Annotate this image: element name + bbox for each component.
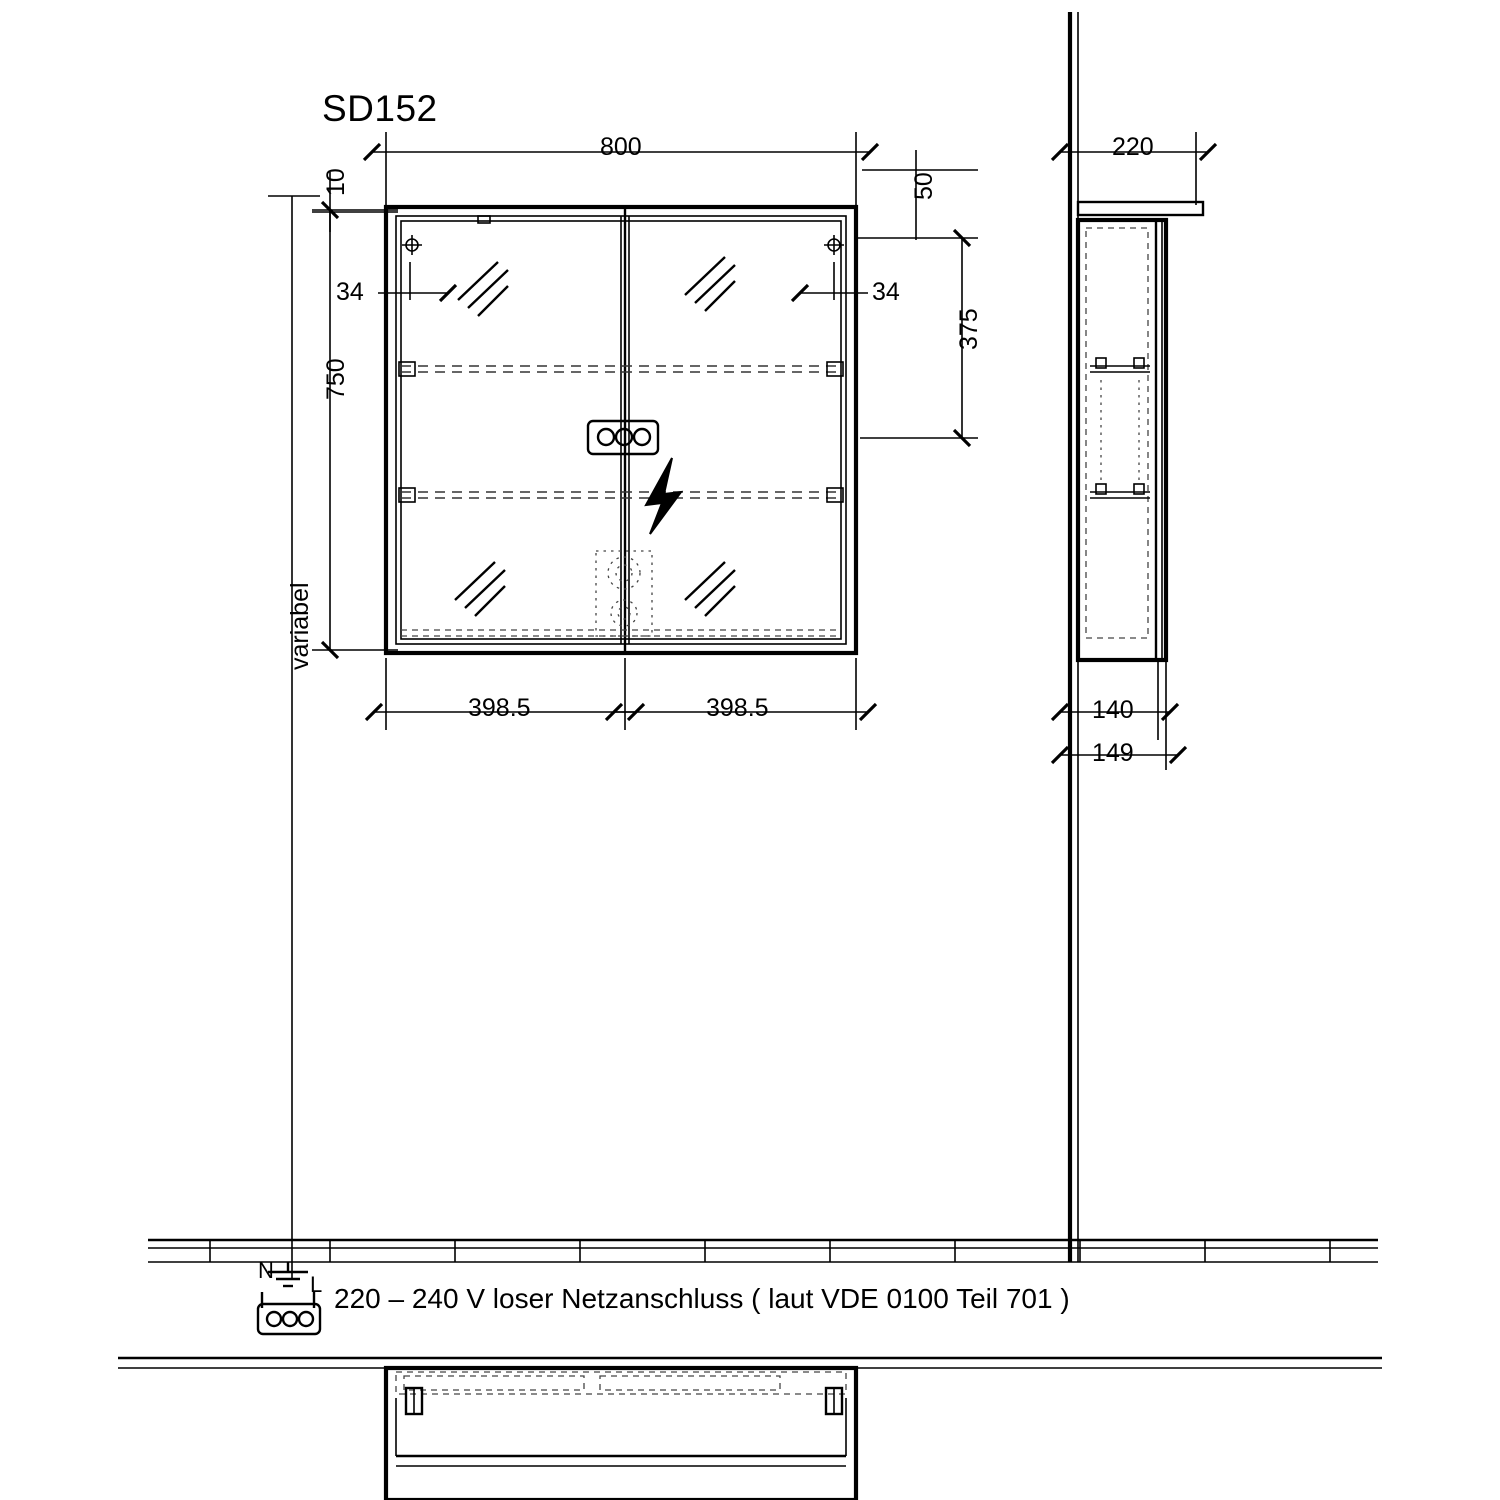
side-shelf-lower	[1090, 484, 1150, 498]
plan-hidden-rail-left	[404, 1376, 584, 1390]
terminal-label-l: L	[310, 1272, 323, 1297]
plan-cabinet-outline	[386, 1368, 856, 1500]
top-cap	[1078, 202, 1203, 215]
dim-label-width-800: 800	[600, 133, 642, 161]
door-top-marker	[478, 216, 490, 223]
plan-hidden-rail-right	[600, 1376, 780, 1390]
mirror-reflection-glyph-top-right	[685, 257, 735, 311]
plan-hinge-right	[826, 1388, 842, 1414]
dim-label-hinge-left-34: 34	[336, 278, 364, 306]
side-body-outline	[1078, 220, 1166, 660]
mirror-reflection-glyph-bottom-left	[455, 562, 505, 616]
dim-label-door-left-3985: 398.5	[468, 694, 531, 722]
dim-label-variabel: variabel	[286, 582, 314, 670]
front-view	[386, 207, 856, 653]
hinge-left	[402, 235, 422, 255]
dim-label-top-offset-10: 10	[322, 168, 350, 196]
plan-hidden-rail	[396, 1372, 846, 1394]
plan-view	[118, 1358, 1382, 1500]
dim-label-top-right-50: 50	[910, 172, 938, 200]
plan-hinge-left	[406, 1388, 422, 1414]
side-view	[1070, 12, 1203, 1262]
terminal-label-n: N	[258, 1258, 274, 1283]
mains-connection-note: 220 – 240 V loser Netzanschluss ( laut VDE 0100 Teil 701 )	[334, 1283, 1070, 1314]
side-shelf-upper	[1090, 358, 1150, 372]
dim-label-door-right-3985: 398.5	[706, 694, 769, 722]
dim-label-height-750: 750	[322, 358, 350, 400]
drawing-title: SD152	[322, 88, 438, 129]
wall-section-lines	[148, 1240, 1378, 1262]
dim-label-depth-body-149: 149	[1092, 739, 1134, 767]
dim-label-depth-inner-140: 140	[1092, 696, 1134, 724]
socket-icon	[588, 421, 658, 454]
dim-label-socket-height-375: 375	[955, 308, 983, 350]
high-voltage-icon	[646, 458, 681, 534]
mirror-reflection-glyph-bottom-right	[685, 562, 735, 616]
mirror-reflection-glyph-top-left	[458, 262, 508, 316]
dim-label-hinge-right-34: 34	[872, 278, 900, 306]
dim-label-depth-220: 220	[1112, 133, 1154, 161]
